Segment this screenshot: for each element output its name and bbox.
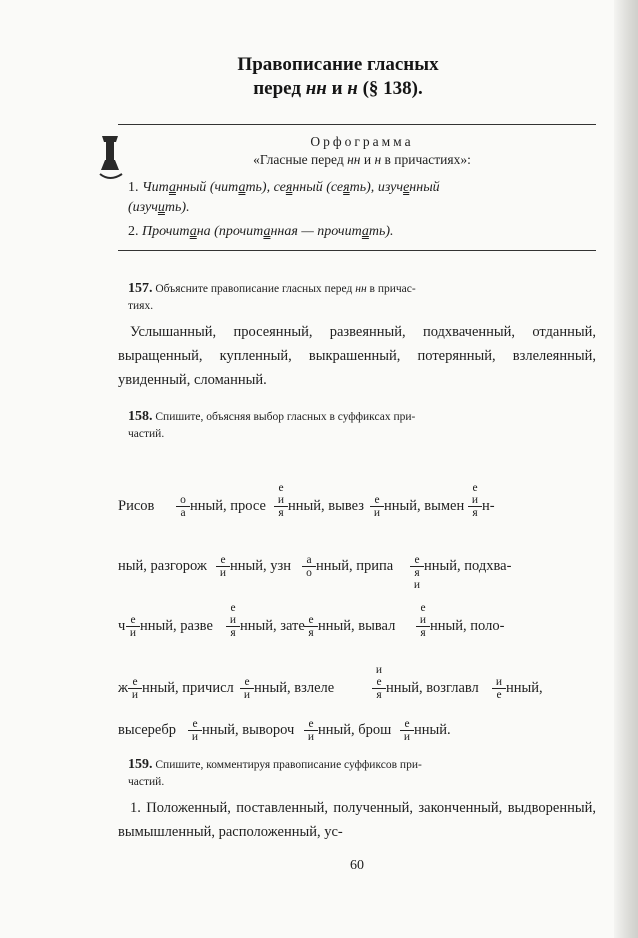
word-fragment: нный, поло- bbox=[430, 618, 505, 634]
word-fragment: нный, вымен bbox=[384, 498, 465, 514]
word-fragment: нный, вывороч bbox=[202, 722, 295, 738]
word-fragment: ж bbox=[118, 680, 129, 696]
vowel-letter: е bbox=[472, 482, 478, 494]
word-fragment: нный, возглавл bbox=[386, 680, 479, 696]
orthogram-item-1: 1. Читанный (читать), сеянный (сеять), изученный bbox=[128, 180, 440, 195]
word-fragment: ч bbox=[118, 618, 126, 634]
fraction-bar bbox=[302, 566, 316, 567]
orthogram-top-rule bbox=[118, 124, 596, 125]
vowel-letter: е bbox=[404, 718, 410, 730]
exercise-159-text: 1. Положенный, поставленный, полученный, законченный, выдворенный, вымышленный, расположенный, ус- bbox=[118, 800, 596, 840]
vowel-letter: е bbox=[308, 614, 314, 626]
vowel-letter: е bbox=[132, 676, 138, 688]
fraction-bar bbox=[126, 626, 140, 627]
word-fragment: нный, брош bbox=[318, 722, 392, 738]
vowel-letter: о bbox=[306, 567, 312, 579]
fraction-bar bbox=[216, 566, 230, 567]
vowel-letter: и bbox=[495, 676, 503, 688]
word-fragment: нный, взлеле bbox=[254, 680, 335, 696]
vowel-letter: я bbox=[414, 567, 420, 579]
exercise-158-line-1 bbox=[118, 482, 596, 542]
word-fragment: нный, вывез bbox=[288, 498, 364, 514]
section-title-line1: Правописание гласных bbox=[237, 54, 439, 75]
fraction-bar bbox=[410, 566, 424, 567]
word-fragment: нный, просе bbox=[190, 498, 266, 514]
exercise-157-text: Услышанный, просеянный, развеянный, подхваченный, отданный, выращенный, купленный, выкрашенный, потерянный, взлелеянный, увиденный, сломанный. bbox=[118, 324, 596, 388]
word-fragment: нный, зате bbox=[240, 618, 305, 634]
vowel-letter: о bbox=[180, 494, 186, 506]
vowel-letter: и bbox=[403, 731, 411, 743]
word-fragment: нный, bbox=[506, 680, 543, 696]
vowel-letter: е bbox=[414, 554, 420, 566]
word-fragment: нный, припа bbox=[316, 558, 394, 574]
word-fragment: нный, разве bbox=[140, 618, 213, 634]
fraction-bar bbox=[492, 688, 506, 689]
vowel-letter: и bbox=[471, 494, 479, 506]
vowel-letter: и bbox=[277, 494, 285, 506]
vowel-letter: е bbox=[220, 554, 226, 566]
exercise-158-line-3 bbox=[118, 602, 596, 662]
vowel-letter: е bbox=[376, 676, 382, 688]
page-edge-shadow bbox=[614, 0, 638, 938]
vowel-letter: и bbox=[375, 664, 383, 676]
vowel-letter: и bbox=[243, 689, 251, 701]
vowel-letter: и bbox=[413, 579, 421, 591]
orthogram-item-1-cont: (изучить). bbox=[128, 200, 190, 215]
vowel-letter: и bbox=[229, 614, 237, 626]
orthogram-item-2: 2. Прочитана (прочитанная — прочитать). bbox=[128, 224, 394, 239]
vowel-letter: и bbox=[219, 567, 227, 579]
fraction-bar bbox=[468, 506, 482, 507]
vowel-letter: е bbox=[244, 676, 250, 688]
fraction-bar bbox=[304, 626, 318, 627]
vowel-letter: е bbox=[374, 494, 380, 506]
word-fragment: нный, вывал bbox=[318, 618, 396, 634]
vowel-letter: я bbox=[472, 507, 478, 519]
vowel-letter: и bbox=[129, 627, 137, 639]
fraction-bar bbox=[226, 626, 240, 627]
word-fragment: нный, причисл bbox=[142, 680, 234, 696]
vowel-letter: е bbox=[130, 614, 136, 626]
vowel-letter: я bbox=[376, 689, 382, 701]
vowel-letter: и bbox=[191, 731, 199, 743]
vowel-letter: и bbox=[419, 614, 427, 626]
exercise-158-line-2 bbox=[118, 542, 596, 602]
page-number: 60 bbox=[350, 858, 364, 873]
orthogram-subtitle: «Гласные перед нн и н в причастиях»: bbox=[253, 152, 471, 167]
word-fragment: нный. bbox=[414, 722, 451, 738]
vowel-letter: е bbox=[496, 689, 502, 701]
orthogram-bottom-rule bbox=[118, 250, 596, 251]
orthogram-icon bbox=[96, 134, 124, 182]
exercise-159-task: 159. Спишите, комментируя правописание суффиксов при- частий. bbox=[128, 757, 422, 788]
word-fragment: ный, разгорож bbox=[118, 558, 207, 574]
fraction-bar bbox=[128, 688, 142, 689]
fraction-bar bbox=[370, 506, 384, 507]
vowel-letter: я bbox=[230, 627, 236, 639]
vowel-letter: е bbox=[192, 718, 198, 730]
vowel-letter: и bbox=[373, 507, 381, 519]
word-fragment: нный, узн bbox=[230, 558, 292, 574]
fraction-bar bbox=[240, 688, 254, 689]
fraction-bar bbox=[400, 730, 414, 731]
fraction-bar bbox=[188, 730, 202, 731]
word-fragment: высеребр bbox=[118, 722, 176, 738]
vowel-letter: и bbox=[307, 731, 315, 743]
vowel-letter: а bbox=[180, 507, 186, 519]
word-fragment: нный, подхва- bbox=[424, 558, 512, 574]
vowel-letter: я bbox=[308, 627, 314, 639]
vowel-letter: е bbox=[230, 602, 236, 614]
fraction-bar bbox=[176, 506, 190, 507]
exercise-157-task: 157. Объясните правописание гласных перед нн в причас- тиях. bbox=[128, 281, 416, 312]
vowel-letter: я bbox=[420, 627, 426, 639]
exercise-158-task: 158. Спишите, объясняя выбор гласных в суффиксах при- частий. bbox=[128, 409, 416, 440]
vowel-letter: а bbox=[306, 554, 312, 566]
section-title-line2: перед нн и н (§ 138). bbox=[253, 78, 423, 99]
word-fragment: Рисов bbox=[118, 498, 155, 514]
vowel-letter: и bbox=[131, 689, 139, 701]
vowel-letter: е bbox=[308, 718, 314, 730]
vowel-letter: я bbox=[278, 507, 284, 519]
word-fragment: н- bbox=[482, 498, 495, 514]
orthogram-heading: Орфограмма bbox=[310, 134, 414, 149]
fraction-bar bbox=[416, 626, 430, 627]
fraction-bar bbox=[274, 506, 288, 507]
vowel-letter: е bbox=[420, 602, 426, 614]
fraction-bar bbox=[304, 730, 318, 731]
fraction-bar bbox=[372, 688, 386, 689]
vowel-letter: е bbox=[278, 482, 284, 494]
